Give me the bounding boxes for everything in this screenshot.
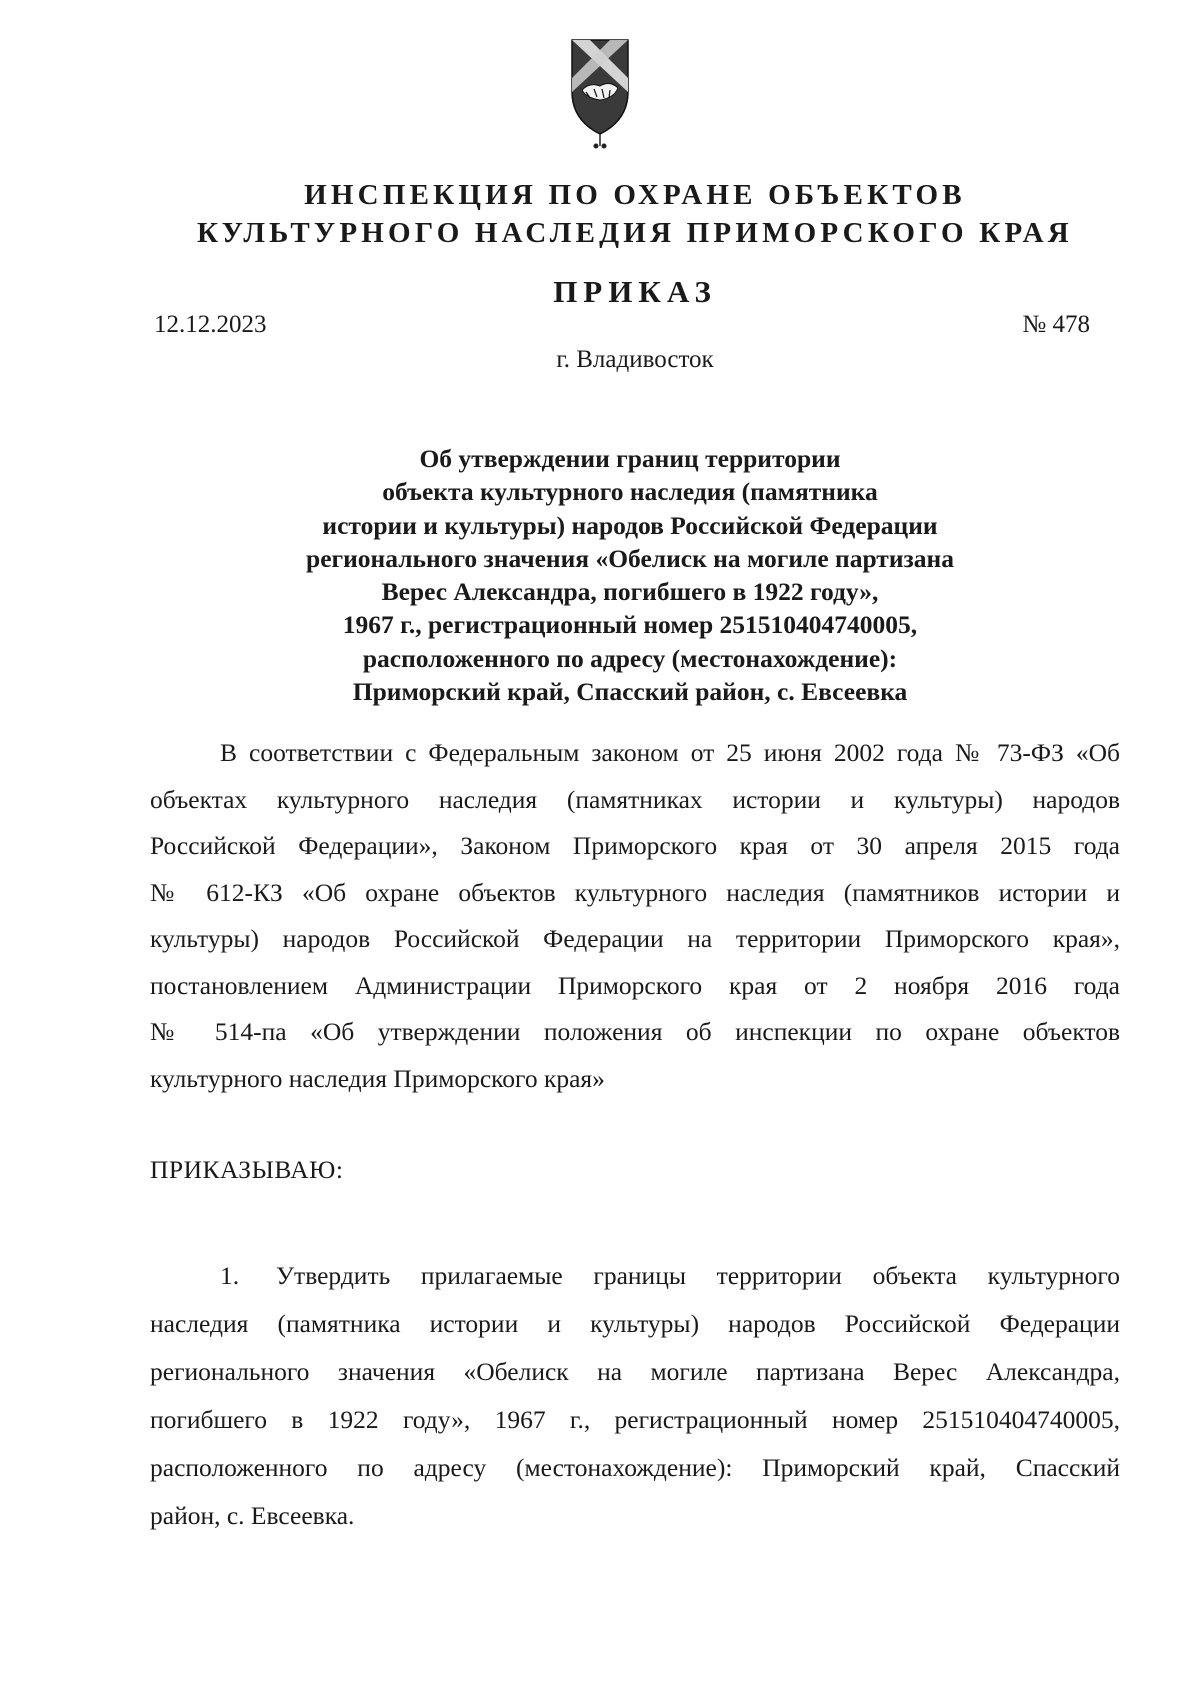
preamble-paragraph [150, 730, 1120, 1102]
preamble-line: № 514-па «Об утверждении положения об инспекции по охране объектов [150, 1017, 1120, 1046]
item-line: регионального значения «Обелиск на могиле партизана Верес Александра, [150, 1357, 1120, 1386]
org-name-line1: ИНСПЕКЦИЯ ПО ОХРАНЕ ОБЪЕКТОВ [304, 179, 966, 211]
document-date: 12.12.2023 [154, 311, 267, 338]
preamble-line: культуры) народов Российской Федерации на территории Приморского края», [150, 924, 1120, 953]
preamble-line: постановлением Администрации Приморского края от 2 ноября 2016 года [150, 970, 1120, 1000]
item-line: расположенного по адресу (местонахождение): Приморский край, Спасский [150, 1453, 1120, 1482]
preamble-line: культурного наследия Приморского края» [150, 1063, 605, 1093]
item-number: 1. [220, 1261, 240, 1290]
preamble-line: № 612-КЗ «Об охране объектов культурного наследия (памятников истории и [150, 877, 1120, 907]
org-name-line2: КУЛЬТУРНОГО НАСЛЕДИЯ ПРИМОРСКОГО КРАЯ [197, 217, 1073, 249]
document-type: ПРИКАЗ [553, 274, 717, 309]
title-line: регионального значения «Обелиск на могиле партизана [306, 543, 954, 573]
item-text: Утвердить прилагаемые границы территории объекта культурного [276, 1261, 1120, 1290]
preamble-line: объектах культурного наследия (памятниках истории и культуры) народов [150, 784, 1120, 814]
document-number: № 478 [1022, 311, 1090, 338]
item-line: район, с. Евсеевка. [150, 1501, 355, 1530]
preamble-line: В соответствии с Федеральным законом от 25 июня 2002 года № 73-ФЗ «Об [220, 738, 1120, 767]
preamble-line: Российской Федерации», Законом Приморского края от 30 апреля 2015 года [150, 831, 1120, 860]
item-line: наследия (памятника истории и культуры) народов Российской Федерации [150, 1309, 1120, 1338]
title-line: расположенного по адресу (местонахождение): [362, 643, 898, 673]
title-line: Верес Александра, погибшего в 1922 году», [381, 577, 879, 607]
title-line: истории и культуры) народов Российской Федерации [322, 510, 938, 540]
item-line: погибшего в 1922 году», 1967 г., регистрационный номер 251510404740005, [150, 1405, 1120, 1434]
title-line: Об утверждении границ территории [419, 444, 841, 473]
title-line: объекта культурного наследия (памятника [382, 477, 878, 507]
title-line: Приморский край, Спасский район, с. Евсеевка [352, 677, 908, 707]
title-line: 1967 г., регистрационный номер 251510404740005, [342, 610, 918, 640]
document-title [180, 442, 1080, 708]
document-city: г. Владивосток [556, 346, 714, 373]
order-item-1 [150, 1252, 1120, 1540]
coat-of-arms-icon [568, 34, 632, 152]
order-word: ПРИКАЗЫВАЮ: [150, 1155, 344, 1184]
item-line [150, 1252, 1120, 1300]
